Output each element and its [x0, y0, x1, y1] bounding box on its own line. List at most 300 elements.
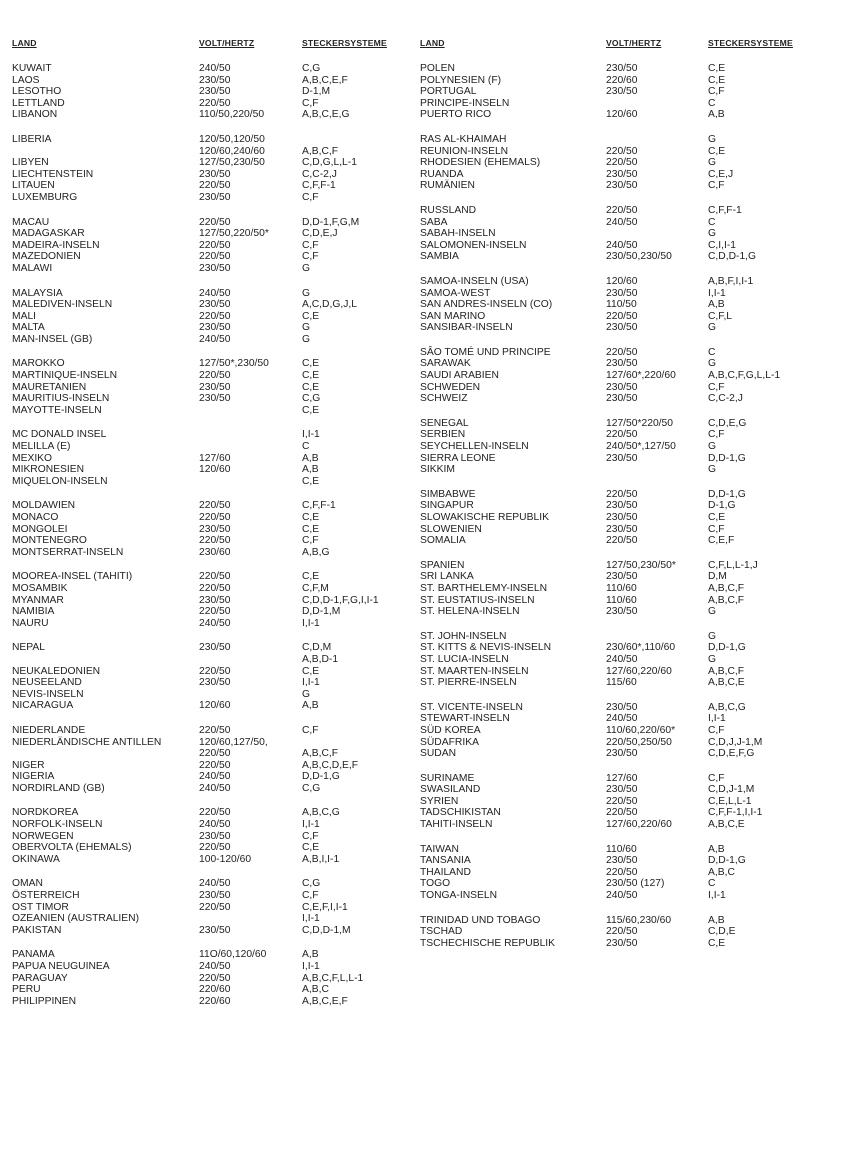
plug-types: C	[708, 878, 716, 890]
country-group	[420, 276, 840, 334]
country-name: NORFOLK-INSELN	[12, 819, 103, 831]
voltage-frequency: 240/50	[606, 216, 638, 228]
voltage-frequency: 230/50	[606, 937, 638, 949]
plug-types: A,B	[302, 700, 319, 712]
voltage-frequency: 240/50	[199, 617, 231, 629]
country-name: ST. HELENA-INSELN	[420, 606, 520, 618]
plug-types: C,F	[708, 523, 725, 535]
plug-types: C,F	[302, 251, 319, 263]
voltage-frequency: 230/50	[199, 322, 231, 334]
country-name: SAN ANDRES-INSELN (CO)	[420, 299, 553, 311]
plug-types: I,I-1	[302, 677, 320, 689]
plug-types: C,E	[302, 381, 320, 393]
table-row	[420, 228, 840, 240]
plug-types: A,B	[708, 914, 725, 926]
table-row	[420, 75, 840, 87]
table-row	[12, 642, 412, 654]
voltage-frequency: 230/50	[199, 594, 231, 606]
voltage-frequency: 220/50	[606, 429, 638, 441]
table-row	[420, 737, 840, 749]
table-row	[12, 75, 412, 87]
plug-types: I,I-1	[302, 429, 320, 441]
country-name: NICARAGUA	[12, 700, 74, 712]
table-row	[12, 429, 412, 441]
table-row	[420, 441, 840, 453]
plug-types: A,B,C,F,L,L-1	[302, 972, 364, 984]
country-name: MIKRONESIEN	[12, 464, 85, 476]
voltage-frequency: 230/50	[606, 523, 638, 535]
country-name: NORWEGEN	[12, 830, 74, 842]
plug-types: D,D-1,F,G,M	[302, 216, 360, 228]
voltage-frequency: 230/50	[199, 830, 231, 842]
voltage-frequency: 110/60	[606, 843, 637, 855]
country-name: NIGER	[12, 759, 45, 771]
left-column	[12, 38, 412, 1020]
voltage-frequency: 220/50	[199, 665, 231, 677]
country-name: MALTA	[12, 322, 45, 334]
voltage-frequency: 240/50	[199, 771, 231, 783]
plug-types: C,F	[708, 381, 725, 393]
plug-types: C,E	[302, 665, 320, 677]
country-name: ST. VICENTE-INSELN	[420, 701, 523, 713]
voltage-frequency: 127/60,220/60	[606, 819, 672, 831]
country-name: NEVIS-INSELN	[12, 688, 84, 700]
country-name: SUDAN	[420, 748, 457, 760]
voltage-frequency: 220/50	[606, 488, 638, 500]
country-name: SURINAME	[420, 772, 475, 784]
country-name: SRI LANKA	[420, 571, 474, 583]
country-name: OBERVOLTA (EHEMALS)	[12, 842, 132, 854]
country-name: RUSSLAND	[420, 204, 477, 216]
table-row	[12, 299, 412, 311]
plug-types: A,B,C,E,G	[302, 109, 350, 121]
country-group	[420, 134, 840, 192]
table-row	[12, 370, 412, 382]
plug-types: A,B	[302, 464, 319, 476]
table-row	[420, 251, 840, 263]
voltage-frequency: 115/60	[606, 677, 637, 689]
plug-types: C,F,F-1	[708, 204, 742, 216]
voltage-frequency: 230/50	[606, 393, 638, 405]
voltage-frequency: 220/50	[606, 807, 638, 819]
table-row	[420, 429, 840, 441]
plug-types: C,D,E,G	[708, 417, 747, 429]
voltage-frequency: 230/50	[606, 86, 638, 98]
plug-types: C,F	[302, 239, 319, 251]
voltage-frequency: 127/50,230/50*	[606, 559, 676, 571]
voltage-frequency: 240/50	[199, 878, 231, 890]
country-name: LETTLAND	[12, 97, 65, 109]
table-row	[12, 157, 412, 169]
country-name: MOSAMBIK	[12, 582, 68, 594]
country-name: LAOS	[12, 74, 40, 86]
country-name: ST. LUCIA-INSELN	[420, 653, 509, 665]
country-group	[12, 878, 412, 936]
voltage-frequency: 230/60*,110/60	[606, 642, 676, 654]
table-row	[420, 393, 840, 405]
voltage-frequency: 120/60	[199, 700, 231, 712]
country-name: PAPUA NEUGUINEA	[12, 961, 110, 972]
plug-types: C,F,F-1	[302, 500, 336, 512]
voltage-frequency: 110/50,220/50	[199, 109, 265, 121]
country-name: MAURETANIEN	[12, 381, 87, 393]
plug-types: A,B,C,F	[708, 594, 745, 606]
table-row	[420, 418, 840, 430]
table-row	[420, 606, 840, 618]
voltage-frequency: 127/50*220/50	[606, 417, 673, 429]
country-name: POLEN	[420, 63, 455, 74]
table-row	[12, 984, 412, 996]
table-row	[420, 571, 840, 583]
country-name: TOGO	[420, 878, 451, 890]
country-name: THAILAND	[420, 866, 471, 878]
plug-types: C,F	[708, 429, 725, 441]
country-name: MADAGASKAR	[12, 228, 85, 240]
country-name: ST. KITTS & NEVIS-INSELN	[420, 642, 552, 654]
table-row	[12, 654, 412, 666]
plug-types: C,E,F	[708, 535, 735, 547]
plug-types: A,B	[302, 949, 319, 961]
country-name: SANSIBAR-INSELN	[420, 322, 513, 334]
country-name: RAS AL-KHAIMAH	[420, 133, 507, 145]
voltage-frequency: 220/50	[199, 216, 231, 228]
table-row	[420, 370, 840, 382]
country-name: POLYNESIEN (F)	[420, 74, 502, 86]
country-name: TAIWAN	[420, 843, 459, 855]
voltage-frequency: 220/60	[606, 74, 638, 86]
table-row	[12, 583, 412, 595]
voltage-frequency: 230/50	[199, 890, 231, 902]
header-steckersysteme: STECKERSYSTEME	[708, 38, 793, 48]
plug-types: D,D-1,G	[302, 771, 340, 783]
voltage-frequency: 220/50	[199, 512, 231, 523]
table-row	[420, 807, 840, 819]
country-name: MOLDAWIEN	[12, 500, 76, 512]
table-row	[420, 595, 840, 607]
plug-types: C,F	[302, 724, 319, 736]
country-name: RUANDA	[420, 168, 464, 180]
country-group	[420, 773, 840, 831]
header-volt-hertz: VOLT/HERTZ	[199, 38, 255, 48]
country-name: SLOWAKISCHE REPUBLIK	[420, 512, 549, 523]
table-row	[420, 702, 840, 714]
plug-types: C,E	[302, 310, 320, 322]
country-name: SLOWENIEN	[420, 523, 482, 535]
country-name: MELILLA (E)	[12, 441, 71, 453]
table-row	[12, 807, 412, 819]
voltage-frequency: 240/50	[199, 782, 231, 794]
plug-types: C,E	[708, 74, 726, 86]
plug-types: G	[708, 606, 717, 618]
plug-types: C,D,E	[708, 926, 736, 938]
voltage-frequency: 127/60*,220/60	[606, 370, 676, 382]
table-row	[420, 844, 840, 856]
country-name: TADSCHIKISTAN	[420, 807, 501, 819]
table-row	[12, 393, 412, 405]
country-group	[420, 560, 840, 618]
voltage-frequency: 220/50	[199, 500, 231, 512]
country-group	[12, 807, 412, 865]
voltage-frequency: 220/50	[606, 310, 638, 322]
table-row	[420, 311, 840, 323]
plug-types: C,D,J,J-1,M	[708, 736, 763, 748]
table-row	[12, 134, 412, 146]
country-name: OZEANIEN (AUSTRALIEN)	[12, 913, 140, 925]
voltage-frequency: 220/50	[606, 535, 638, 547]
plug-types: D,D-1,G	[708, 452, 746, 464]
voltage-frequency: 127/60,220/60	[606, 665, 672, 677]
voltage-frequency: 220/50,250/50	[606, 736, 672, 748]
table-row	[420, 347, 840, 359]
plug-types: C,F	[708, 180, 725, 192]
voltage-frequency: 220/50	[199, 972, 231, 984]
country-name: NIEDERLÄNDISCHE ANTILLEN	[12, 736, 162, 748]
voltage-frequency: 230/50	[606, 512, 638, 523]
country-name: MOOREA-INSEL (TAHITI)	[12, 571, 133, 583]
country-name: MACAU	[12, 216, 50, 228]
table-row	[12, 700, 412, 712]
plug-types: C,C-2,J	[302, 168, 337, 180]
voltage-frequency: 220/50	[199, 239, 231, 251]
table-row	[12, 996, 412, 1008]
plug-types: G	[302, 322, 311, 334]
country-name: MALI	[12, 310, 37, 322]
plug-types: C,F	[302, 191, 319, 203]
plug-types: G	[708, 653, 717, 665]
voltage-frequency: 220/50	[606, 157, 638, 169]
table-row	[12, 618, 412, 630]
table-row	[12, 63, 412, 75]
country-name: SABA	[420, 216, 448, 228]
voltage-frequency: 220/50	[199, 571, 231, 583]
plug-types: C,E	[302, 404, 320, 416]
voltage-frequency: 240/50	[606, 713, 638, 725]
table-row	[420, 453, 840, 465]
plug-types: A,B	[708, 843, 725, 855]
table-row	[12, 98, 412, 110]
country-group	[12, 358, 412, 416]
voltage-frequency: 230/50	[199, 393, 231, 405]
country-name: SPANIEN	[420, 559, 465, 571]
table-row	[420, 819, 840, 831]
country-name: MALEDIVEN-INSELN	[12, 299, 113, 311]
plug-types: C,G	[302, 878, 321, 890]
voltage-frequency: 230/50	[606, 606, 638, 618]
voltage-frequency: 110/60	[606, 582, 637, 594]
voltage-frequency: 127/50,220/50*	[199, 228, 269, 240]
table-row	[420, 784, 840, 796]
plug-types: A,B,C,E	[708, 819, 745, 831]
table-row	[420, 322, 840, 334]
country-name: PRINCIPE-INSELN	[420, 97, 510, 109]
country-name: MEXIKO	[12, 452, 53, 464]
plug-types: C,F,F-1,I,I-1	[708, 807, 763, 819]
plug-types: C	[708, 216, 716, 228]
voltage-frequency: 120/50,120/50	[199, 133, 265, 145]
country-name: SAMBIA	[420, 251, 459, 263]
plug-types: A,B,C,E,F	[302, 995, 348, 1007]
country-group	[12, 134, 412, 204]
table-row	[12, 913, 412, 925]
voltage-frequency: 230/50	[199, 924, 231, 936]
plug-types: C,F,L	[708, 310, 733, 322]
voltage-frequency: 220/50	[199, 310, 231, 322]
plug-types: A,B,C,G	[708, 701, 746, 713]
table-row	[12, 760, 412, 772]
table-row	[420, 725, 840, 737]
table-row	[420, 464, 840, 476]
country-name: SIERRA LEONE	[420, 452, 496, 464]
plug-types: C,E	[302, 358, 320, 370]
country-name: TSCHAD	[420, 926, 463, 938]
country-group	[12, 642, 412, 712]
voltage-frequency: 240/50	[199, 333, 231, 345]
voltage-frequency: 230/50	[606, 168, 638, 180]
plug-types: C,G	[302, 782, 321, 794]
country-name: MAN-INSEL (GB)	[12, 333, 93, 345]
plug-types: A,B,C,E,F	[302, 74, 348, 86]
voltage-frequency: 120/60	[199, 464, 231, 476]
plug-types: I,I-1	[708, 713, 726, 725]
table-row	[420, 358, 840, 370]
country-name: PARAGUAY	[12, 972, 68, 984]
country-name: ST. BARTHELEMY-INSELN	[420, 582, 548, 594]
table-row	[12, 890, 412, 902]
plug-types: G	[708, 228, 717, 240]
column-header-row	[12, 38, 412, 52]
plug-types: C,C-2,J	[708, 393, 743, 405]
plug-types: G	[302, 287, 311, 299]
country-name: SIMBABWE	[420, 488, 476, 500]
table-row	[12, 677, 412, 689]
voltage-frequency: 220/50	[199, 807, 231, 819]
country-name: PANAMA	[12, 949, 55, 961]
table-row	[12, 109, 412, 121]
country-name: TSCHECHISCHE REPUBLIK	[420, 937, 556, 949]
header-land: LAND	[420, 38, 445, 48]
voltage-frequency: 230/50	[199, 523, 231, 535]
country-name: SERBIEN	[420, 429, 466, 441]
country-name: MALAWI	[12, 262, 53, 274]
table-row	[12, 571, 412, 583]
voltage-frequency: 110/50	[606, 299, 637, 311]
table-row	[12, 464, 412, 476]
table-row	[420, 240, 840, 252]
plug-types: G	[302, 333, 311, 345]
plug-types: A,B,C,D,E,F	[302, 759, 359, 771]
country-name: SEYCHELLEN-INSELN	[420, 441, 529, 453]
table-row	[420, 134, 840, 146]
country-name: SALOMONEN-INSELN	[420, 239, 527, 251]
plug-types: C,E,F,I,I-1	[302, 901, 348, 913]
country-group	[12, 500, 412, 558]
plug-types: C,F	[708, 724, 725, 736]
plug-types: A,B,C,F,G,L,L-1	[708, 370, 781, 382]
plug-types: A,B,C,F	[302, 145, 339, 157]
plug-types: C,E	[708, 512, 726, 523]
plug-types: G	[708, 441, 717, 453]
table-row	[420, 666, 840, 678]
voltage-frequency: 230/50	[606, 784, 638, 796]
table-row	[420, 86, 840, 98]
plug-types: D,D-1,G	[708, 642, 746, 654]
table-row	[12, 902, 412, 914]
country-name: LESOTHO	[12, 86, 62, 98]
voltage-frequency: 230/50,230/50	[606, 251, 672, 263]
voltage-frequency: 230/50	[199, 168, 231, 180]
voltage-frequency: 220/50	[199, 724, 231, 736]
plug-types: G	[708, 322, 717, 334]
plug-types: C	[708, 97, 716, 109]
country-name: SENEGAL	[420, 417, 469, 429]
country-name: PHILIPPINEN	[12, 995, 77, 1007]
country-group	[420, 347, 840, 405]
table-row	[12, 453, 412, 465]
table-row	[12, 217, 412, 229]
voltage-frequency: 230/50	[606, 381, 638, 393]
table-row	[12, 973, 412, 985]
country-name: TANSANIA	[420, 855, 471, 867]
country-name: SOMALIA	[420, 535, 466, 547]
table-row	[12, 500, 412, 512]
country-name: OKINAWA	[12, 853, 60, 865]
table-row	[12, 512, 412, 524]
country-group	[420, 418, 840, 476]
country-name: NEUKALEDONIEN	[12, 665, 101, 677]
table-row	[12, 819, 412, 831]
table-row	[12, 441, 412, 453]
table-row	[420, 535, 840, 547]
voltage-frequency: 230/50	[606, 571, 638, 583]
plug-types: A,B,C	[302, 984, 329, 996]
table-row	[12, 771, 412, 783]
table-row	[12, 146, 412, 158]
voltage-frequency: 240/50*,127/50	[606, 441, 676, 453]
plug-types: C,E	[302, 512, 320, 523]
table-row	[420, 500, 840, 512]
plug-types: C	[708, 346, 716, 358]
country-name: SAMOA-INSELN (USA)	[420, 275, 529, 287]
country-name: MIQUELON-INSELN	[12, 475, 108, 487]
table-row	[420, 299, 840, 311]
voltage-frequency: 220/50	[199, 748, 231, 760]
voltage-frequency: 127/60	[606, 772, 638, 784]
right-column	[420, 38, 840, 962]
voltage-frequency: 220/50	[199, 535, 231, 547]
country-group	[12, 63, 412, 121]
country-name: RUMÄNIEN	[420, 180, 475, 192]
country-group	[12, 217, 412, 275]
country-name: LUXEMBURG	[12, 191, 78, 203]
plug-types: D,D-1,M	[302, 606, 341, 618]
country-group	[12, 288, 412, 346]
table-row	[420, 98, 840, 110]
table-row	[420, 169, 840, 181]
country-name: TAHITI-INSELN	[420, 819, 493, 831]
table-row	[12, 878, 412, 890]
country-name: MC DONALD INSEL	[12, 429, 107, 441]
table-row	[420, 926, 840, 938]
voltage-frequency: 220/50	[606, 145, 638, 157]
voltage-frequency: 220/50	[199, 97, 231, 109]
country-name: SABAH-INSELN	[420, 228, 496, 240]
plug-types: D,D-1,G	[708, 488, 746, 500]
table-row	[420, 878, 840, 890]
country-group	[420, 844, 840, 902]
table-row	[12, 240, 412, 252]
country-name: SYRIEN	[420, 795, 459, 807]
table-row	[420, 748, 840, 760]
